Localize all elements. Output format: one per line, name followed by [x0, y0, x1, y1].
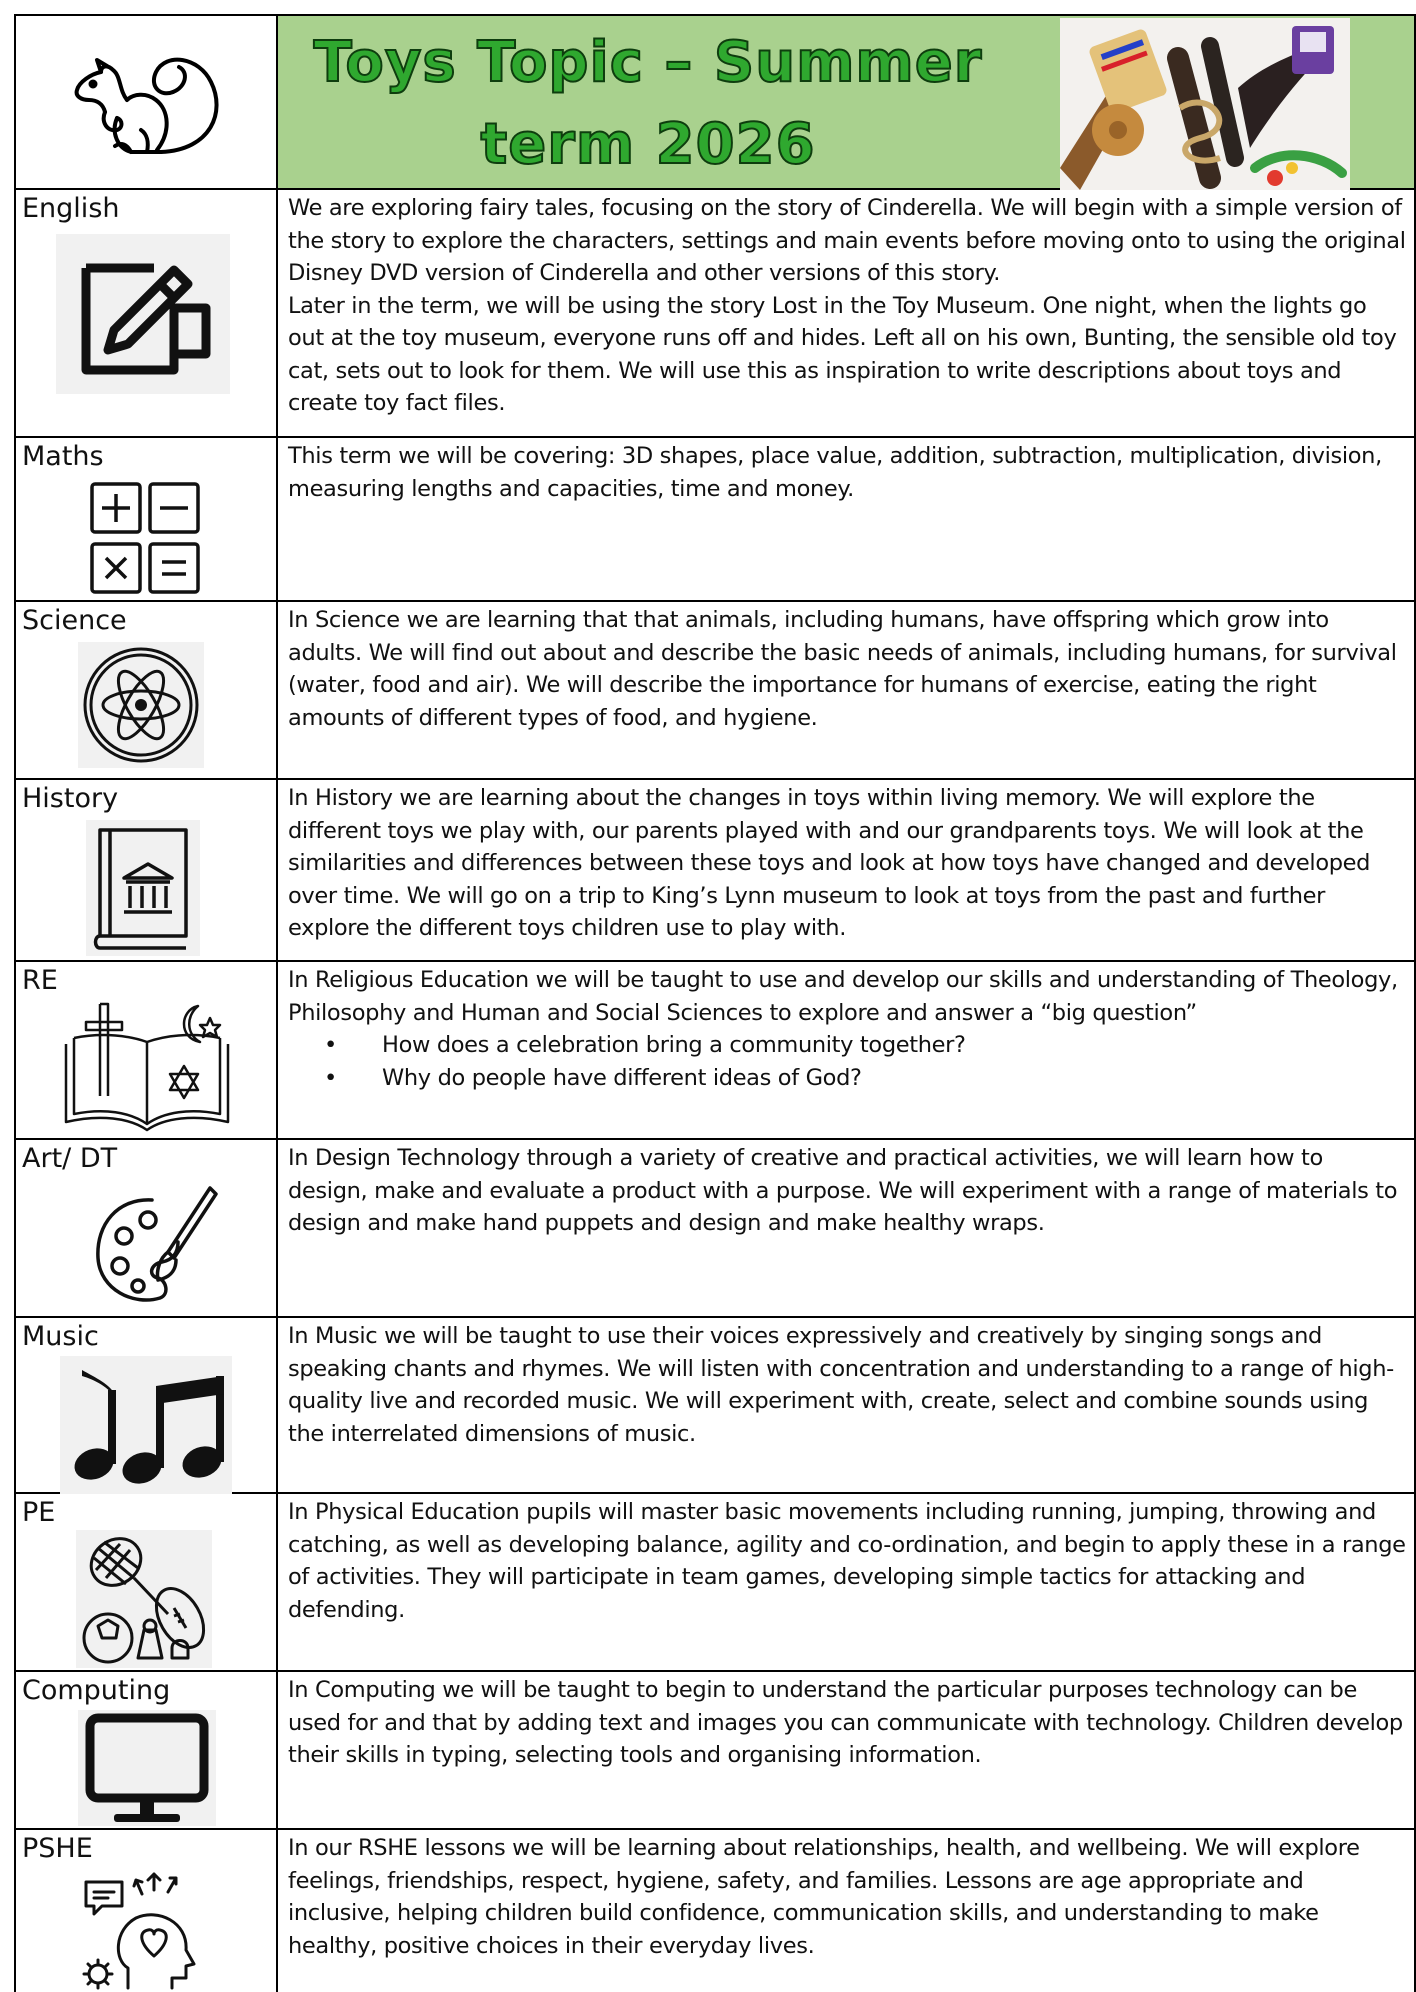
subject-label: PE [22, 1497, 56, 1528]
description-cell [276, 962, 1416, 1140]
subject-row-science [14, 602, 1416, 780]
subject-row-history [14, 780, 1416, 962]
description-text [288, 1674, 1408, 1772]
description-text [288, 192, 1408, 420]
subject-cell [14, 602, 278, 780]
paragraph: This term we will be covering: 3D shapes, place value, addition, subtraction, multiplication, division, measuring lengths and capacities, time and money. [288, 443, 1382, 502]
religion-book-icon [60, 998, 234, 1136]
history-book-icon [86, 820, 200, 956]
subject-label: History [22, 783, 119, 814]
bullet-item: • How does a celebration bring a community together? [382, 1029, 1408, 1062]
paragraph: In Physical Education pupils will master basic movements including running, jumping, throwing and catching, as well as developing balance, agility and co-ordination, and begin to apply these in a range of activities. They will participate in team games, developing simple tactics for attacking and defending. [288, 1499, 1406, 1623]
subject-label: Art/ DT [22, 1143, 118, 1174]
description-cell [276, 1672, 1416, 1830]
header-row [14, 14, 1416, 192]
description-cell [276, 438, 1416, 602]
page-title [278, 22, 1018, 186]
topic-overview-sheet [14, 14, 1416, 1979]
subject-cell [14, 962, 278, 1140]
subject-row-computing [14, 1672, 1416, 1830]
description-text [288, 1496, 1408, 1626]
subject-cell [14, 1318, 278, 1494]
subject-cell [14, 1494, 278, 1672]
sports-equipment-icon [76, 1530, 212, 1668]
description-cell [276, 780, 1416, 962]
paragraph: We are exploring fairy tales, focusing on the story of Cinderella. We will begin with a simple version of the story to explore the characters, settings and main events before moving onto to using the original Disney DVD version of Cinderella and other versions of this story. [288, 195, 1406, 286]
music-notes-icon [60, 1356, 232, 1494]
paragraph: Later in the term, we will be using the story Lost in the Toy Museum. One night, when the lights go out at the toy museum, everyone runs off and hides. Left all on his own, Bunting, the sensible old toy cat, sets out to look for them. We will use this as inspiration to write descriptions about toys and create toy fact files. [288, 292, 1397, 416]
description-cell [276, 1494, 1416, 1672]
title-line-1: Toys Topic – Summer [313, 30, 983, 95]
title-line-2: term 2026 [480, 112, 816, 177]
paragraph: In our RSHE lessons we will be learning about relationships, health, and wellbeing. We will explore feelings, friendships, respect, hygiene, safety, and families. Lessons are age appropriate and inclusive, helping children build confidence, communication skills, and understanding to make healthy, positive choices in their everyday lives. [288, 1835, 1360, 1959]
monitor-icon [78, 1710, 216, 1826]
description-text [288, 964, 1408, 1094]
writing-icon [56, 234, 230, 394]
description-cell [276, 1140, 1416, 1318]
description-text [288, 1320, 1408, 1450]
subject-label: RE [22, 965, 58, 996]
description-text [288, 782, 1408, 945]
subject-row-art-dt [14, 1140, 1416, 1318]
subject-label: Music [22, 1321, 99, 1352]
subject-row-maths [14, 438, 1416, 602]
subject-label: English [22, 193, 120, 224]
title-cell [276, 14, 1416, 190]
subject-cell [14, 780, 278, 962]
bullet-list [288, 1029, 1408, 1094]
subject-label: Maths [22, 441, 104, 472]
paragraph: In Science we are learning that that animals, including humans, have offspring which grow into adults. We will find out about and describe the basic needs of animals, including humans, for survival (water, food and air). We will describe the importance for humans of exercise, eating the right amounts of different types of food, and hygiene. [288, 607, 1397, 731]
subject-cell [14, 1830, 278, 1992]
paragraph: In Religious Education we will be taught to use and develop our skills and understanding of Theology, Philosophy and Human and Social Sciences to explore and answer a “big question” [288, 967, 1398, 1026]
subject-cell [14, 1672, 278, 1830]
bullet-item: • Why do people have different ideas of God? [382, 1062, 1408, 1095]
description-text [288, 1832, 1408, 1962]
subject-label: Computing [22, 1675, 171, 1706]
description-text [288, 440, 1408, 505]
palette-icon [90, 1180, 218, 1312]
subject-row-pe [14, 1494, 1416, 1672]
squirrel-icon [61, 32, 231, 172]
description-cell [276, 1830, 1416, 1992]
subject-row-re [14, 962, 1416, 1140]
subject-label: PSHE [22, 1833, 93, 1864]
paragraph: In Design Technology through a variety of creative and practical activities, we will learn how to design, make and evaluate a product with a purpose. We will experiment with a range of materials to design and make hand puppets and design and make healthy wraps. [288, 1145, 1398, 1236]
wellbeing-head-icon [80, 1868, 210, 1990]
subject-cell [14, 1140, 278, 1318]
subject-row-english [14, 190, 1416, 438]
paragraph: In Computing we will be taught to begin to understand the particular purposes technology can be used for and that by adding text and images you can communicate with technology. Children develop their skills in typing, selecting tools and organising information. [288, 1677, 1403, 1768]
calculator-symbols-icon [86, 480, 206, 598]
description-cell [276, 602, 1416, 780]
subject-row-music [14, 1318, 1416, 1494]
subject-label: Science [22, 605, 127, 636]
subject-cell [14, 438, 278, 602]
logo-cell [14, 14, 278, 190]
toys-photo [1060, 18, 1350, 190]
paragraph: In History we are learning about the changes in toys within living memory. We will explore the different toys we play with, our parents played with and our grandparents toys. We will look at the similarities and differences between these toys and look at how toys have changed and developed over time. We will go on a trip to King’s Lynn museum to look at toys from the past and further explore the different toys children use to play with. [288, 785, 1371, 941]
atom-icon [78, 642, 204, 768]
paragraph: In Music we will be taught to use their voices expressively and creatively by singing songs and speaking chants and rhymes. We will listen with concentration and understanding to a range of high-quality live and recorded music. We will experiment with, create, select and combine sounds using the interrelated dimensions of music. [288, 1323, 1394, 1447]
description-text [288, 1142, 1408, 1240]
description-cell [276, 1318, 1416, 1494]
subject-cell [14, 190, 278, 438]
description-text [288, 604, 1408, 734]
description-cell [276, 190, 1416, 438]
subject-row-pshe [14, 1830, 1416, 1992]
